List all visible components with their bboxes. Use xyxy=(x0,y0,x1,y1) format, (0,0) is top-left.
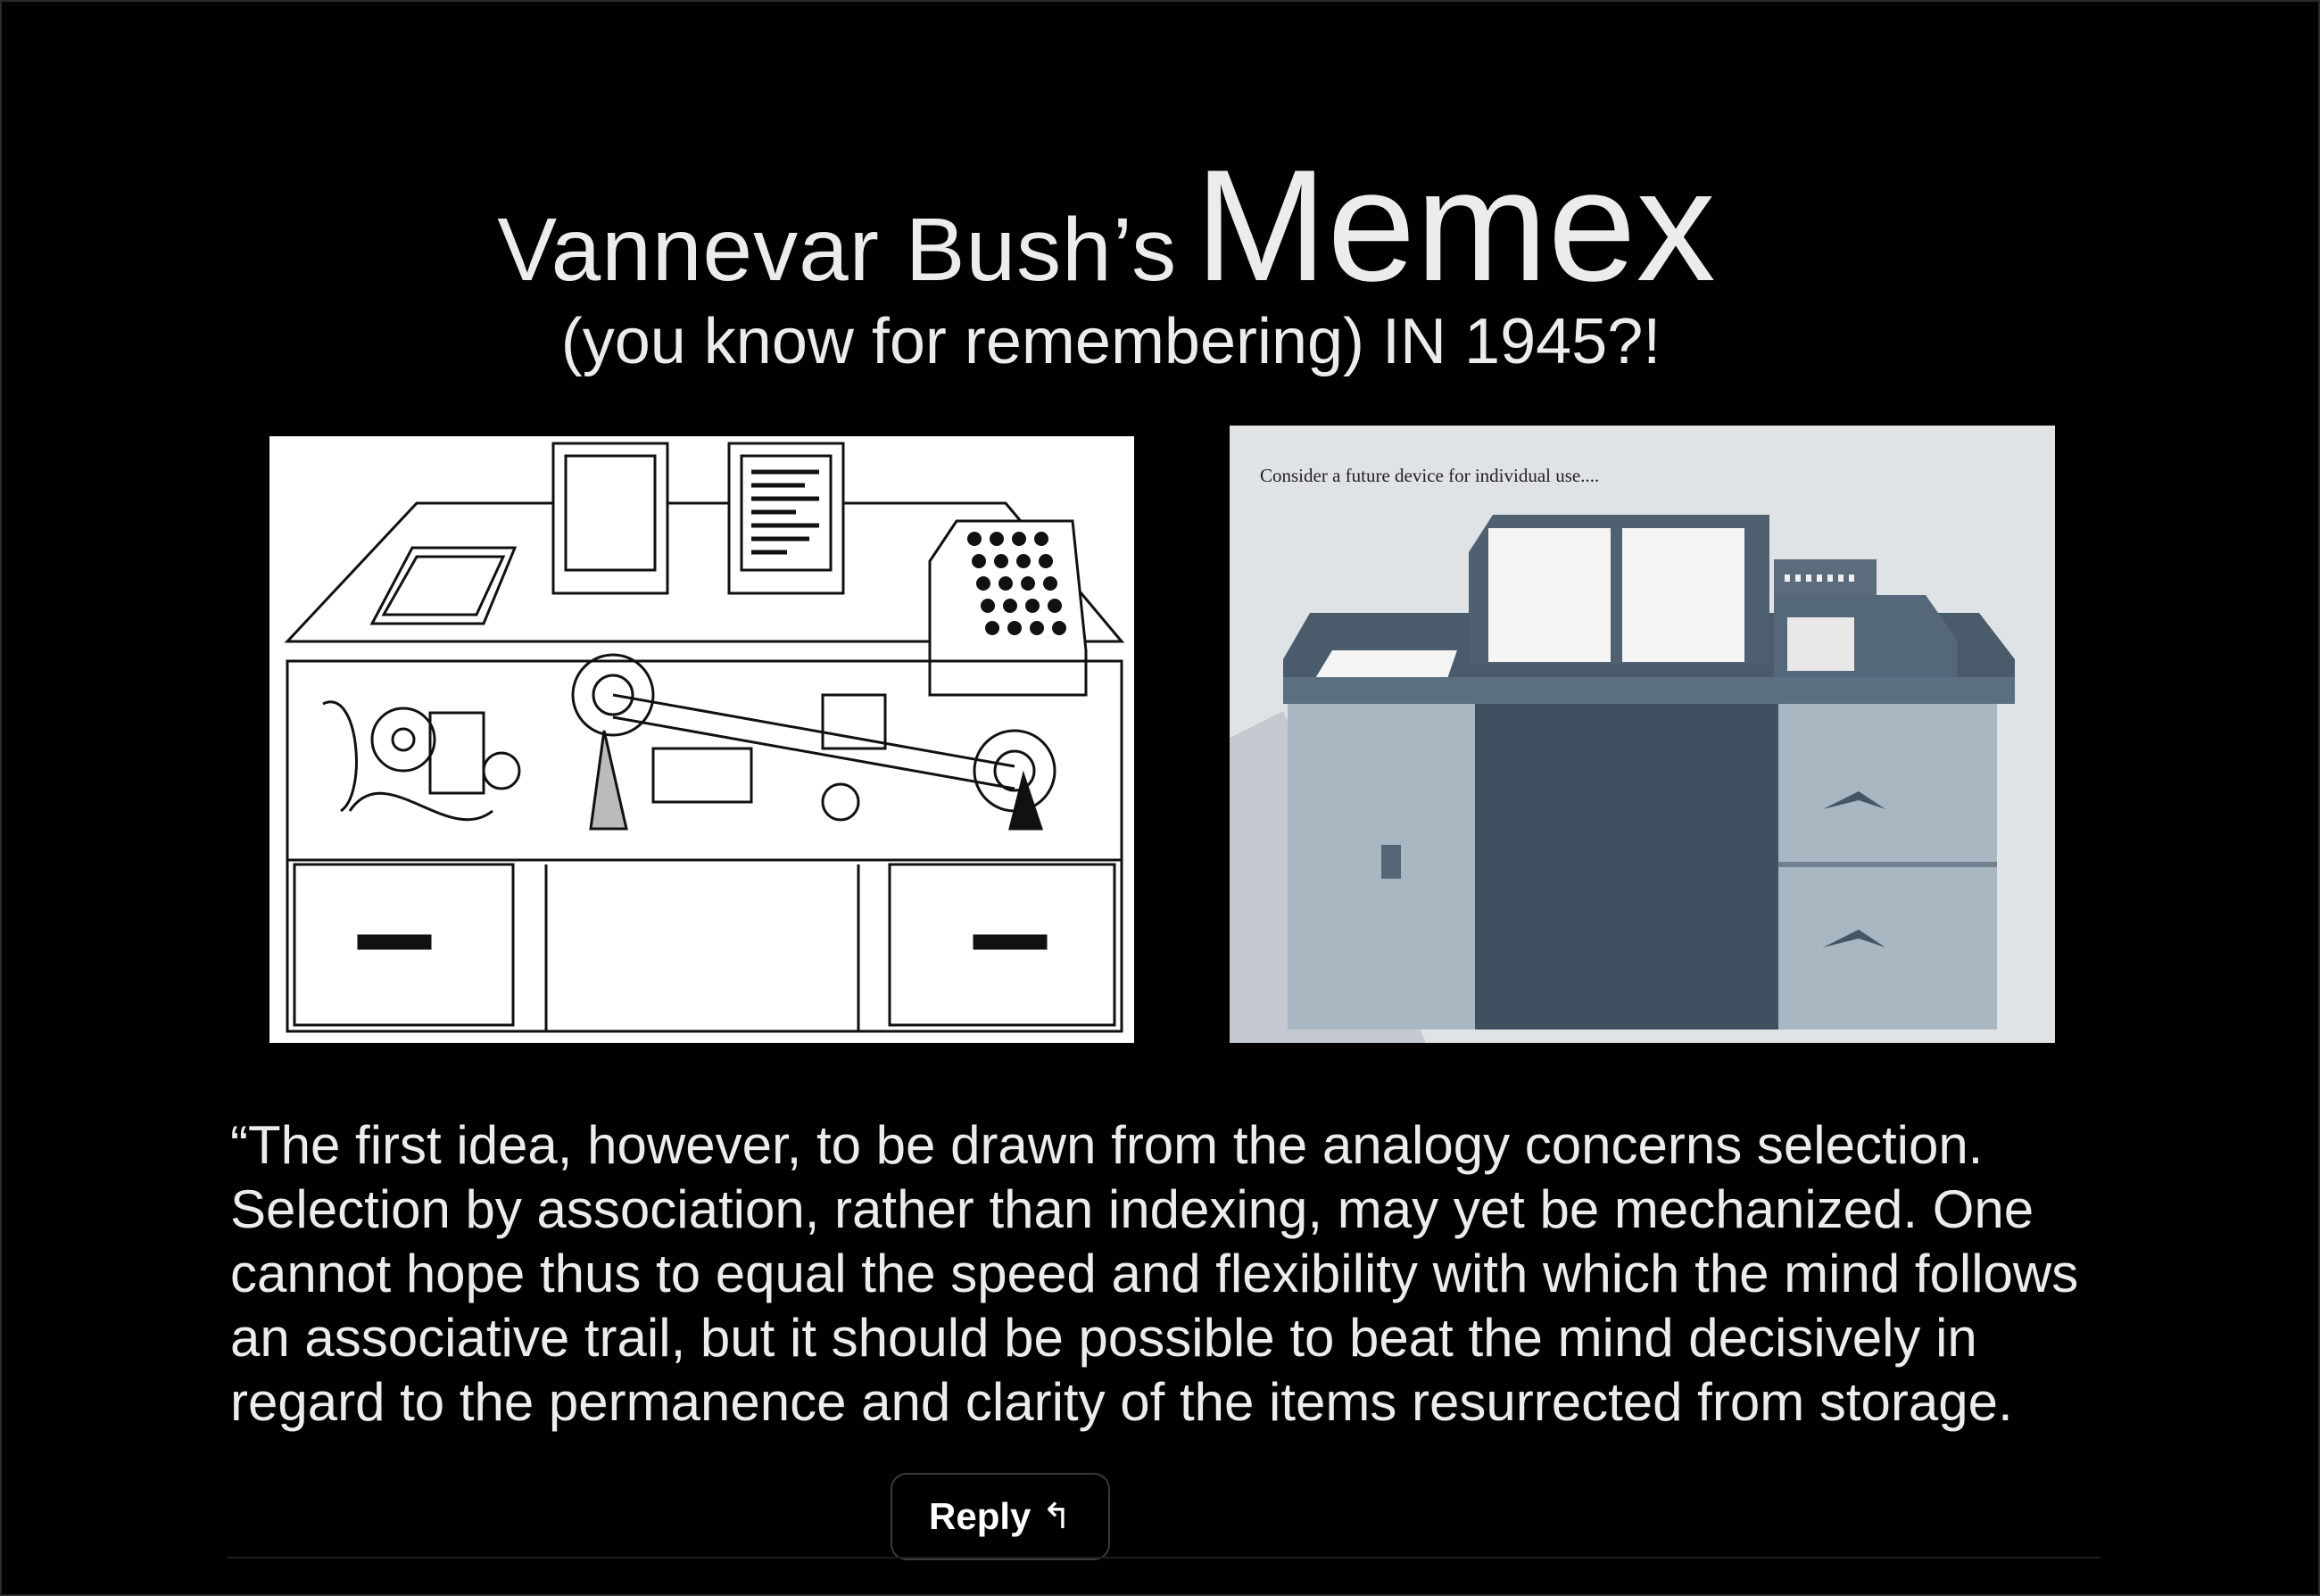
memex-desk-render xyxy=(1230,426,2055,1043)
divider xyxy=(227,1557,2100,1559)
quote-line: regard to the permanence and clarity of the items resurrected from storage. xyxy=(230,1372,2013,1432)
memex-line-drawing-icon xyxy=(269,436,1134,1043)
slide-subtitle: (you know for remembering) IN 1945?! xyxy=(560,306,1661,377)
title-main: Memex xyxy=(1195,136,1716,314)
memex-desk-render-icon xyxy=(1230,426,2055,1043)
image-caption: Consider a future device for individual use.... xyxy=(1260,465,1600,486)
slide-title xyxy=(0,134,2213,317)
reply-label: Reply xyxy=(929,1495,1032,1537)
memex-line-drawing xyxy=(269,436,1134,1043)
title-prefix: Vannevar Bush’s xyxy=(497,200,1178,300)
quote-line: “The first idea, however, to be drawn from the analogy concerns selection. xyxy=(230,1115,1984,1175)
quote-line: an associative trail, but it should be possible to beat the mind decisively in xyxy=(230,1308,1977,1368)
quote-line: Selection by association, rather than indexing, may yet be mechanized. One xyxy=(230,1179,2034,1239)
quote-line: cannot hope thus to equal the speed and flexibility with which the mind follows xyxy=(230,1244,2079,1303)
quote-block xyxy=(230,1113,2149,1435)
reply-button[interactable] xyxy=(891,1473,1110,1560)
reply-arrow-icon: ↰ xyxy=(1041,1497,1072,1536)
